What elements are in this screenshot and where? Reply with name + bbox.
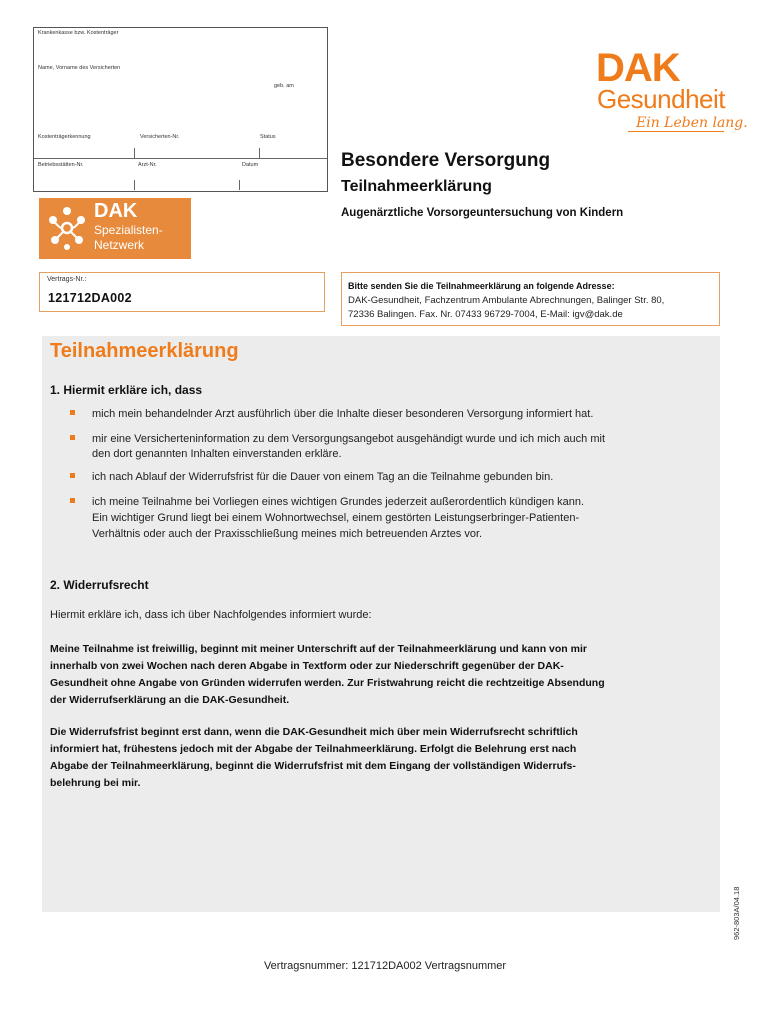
card-tick (239, 180, 240, 190)
form-code: 962-803A/04.18 (732, 886, 741, 940)
widerrufsfrist-paragraph-line: Die Widerrufsfrist beginnt erst dann, wenn die DAK-Gesundheit mich über mein Widerrufsrecht schriftlich (50, 726, 578, 738)
card-tick (134, 148, 135, 158)
widerruf-paragraph-line: innerhalb von zwei Wochen nach deren Abgabe in Textform oder zur Niederschrift gegenüber der DAK- (50, 660, 564, 672)
bullet-text: mich mein behandelnder Arzt ausführlich über die Inhalte dieser besonderen Versorgung informiert hat. (92, 408, 594, 420)
bullet-text: ich nach Ablauf der Widerrufsfrist für die Dauer von einem Tag an die Teilnahme gebunden bin. (92, 471, 554, 483)
bullet-text: Ein wichtiger Grund liegt bei einem Wohnortwechsel, einem gestörten Leistungserbringer-Patienten- (92, 512, 580, 524)
geb-label: geb. am (274, 83, 294, 89)
bullet-icon (69, 434, 77, 442)
network-icon (45, 204, 89, 252)
bullet-text: den dort genannten Inhalten einverstanden erkläre. (92, 448, 342, 460)
widerrufsfrist-paragraph-line: informiert hat, frühestens jedoch mit der Abgabe der Teilnahmeerklärung. Erfolgt die Belehrung erst nach (50, 743, 577, 755)
widerruf-paragraph-line: Gesundheit ohne Angabe von Gründen widerrufen werden. Zur Fristwahrung reicht die rechtzeitige Absendung (50, 677, 605, 689)
dak-logo-slogan: Ein Leben lang. (636, 115, 748, 131)
address-line: 72336 Balingen. Fax. Nr. 07433 96729-7004, E-Mail: igv@dak.de (348, 309, 623, 320)
arzt-nr-label: Arzt-Nr. (138, 162, 157, 168)
vertrags-nr-box (39, 272, 325, 312)
program-name: Augenärztliche Vorsorgeuntersuchung von Kindern (341, 207, 624, 219)
status-label: Status (260, 134, 276, 140)
footer-text: Vertragsnummer: 121712DA002 Vertragsnummer (263, 960, 507, 972)
badge-line2: Netzwerk (94, 238, 145, 252)
insurance-card-box (33, 27, 328, 192)
panel-title: Teilnahmeerklärung (50, 340, 239, 362)
bullet-icon (69, 497, 77, 505)
bullet-text: Verhältnis oder auch der Praxisschließung meines mich betreuenden Arztes vor. (92, 528, 483, 540)
krankenkasse-label: Krankenkasse bzw. Kostenträger (38, 30, 119, 36)
badge-word: DAK (94, 200, 138, 222)
vertrags-nr-value: 121712DA002 (48, 291, 132, 305)
dak-logo-word: DAK (596, 46, 680, 90)
name-label: Name, Vorname des Versicherten (38, 65, 121, 71)
declaration-panel (42, 336, 720, 912)
bullet-text: mir eine Versicherteninformation zu dem Versorgungsangebot ausgehändigt wurde und ich mich auch mit (92, 433, 606, 445)
section1-heading: 1. Hiermit erkläre ich, dass (50, 383, 203, 397)
section2-intro: Hiermit erkläre ich, dass ich über Nachfolgendes informiert wurde: (50, 609, 372, 621)
kostentraegerkennung-label: Kostenträgerkennung (38, 134, 91, 140)
page-subtitle: Teilnahmeerklärung (341, 178, 492, 195)
slogan-underline (628, 131, 724, 132)
card-tick (259, 148, 260, 158)
dak-logo-gesundheit: Gesundheit (597, 84, 725, 114)
widerrufsfrist-paragraph-line: Abgabe der Teilnahmeerklärung, beginnt die Widerrufsfrist mit dem Eingang der vollständigen Widerrufs- (50, 760, 576, 772)
address-box (341, 272, 720, 326)
card-tick (134, 180, 135, 190)
page-title: Besondere Versorgung (341, 150, 551, 171)
betriebsstaetten-label: Betriebsstätten-Nr. (38, 162, 84, 168)
address-line: DAK-Gesundheit, Fachzentrum Ambulante Abrechnungen, Balinger Str. 80, (348, 295, 665, 306)
widerrufsfrist-paragraph-line: belehrung bei mir. (50, 777, 141, 789)
widerruf-paragraph-line: Meine Teilnahme ist freiwillig, beginnt mit meiner Unterschrift auf der Teilnahmeerklärung und kann von mir (50, 643, 587, 655)
versicherten-nr-label: Versicherten-Nr. (140, 134, 180, 140)
vertrags-nr-label: Vertrags-Nr.: (47, 276, 87, 283)
section2-heading: 2. Widerrufsrecht (50, 578, 149, 592)
bullet-icon (69, 472, 77, 480)
badge-line1: Spezialisten- (94, 223, 163, 237)
card-divider (34, 158, 327, 159)
bullet-icon (69, 409, 77, 417)
widerruf-paragraph-line: der Widerrufserklärung an die DAK-Gesundheit. (50, 694, 290, 706)
datum-label: Datum (242, 162, 259, 168)
spezialisten-netzwerk-badge (39, 198, 191, 259)
address-heading: Bitte senden Sie die Teilnahmeerklärung an folgende Adresse: (348, 281, 615, 291)
bullet-text: ich meine Teilnahme bei Vorliegen eines wichtigen Grundes jederzeit außerordentlich kündigen kann. (92, 496, 585, 508)
